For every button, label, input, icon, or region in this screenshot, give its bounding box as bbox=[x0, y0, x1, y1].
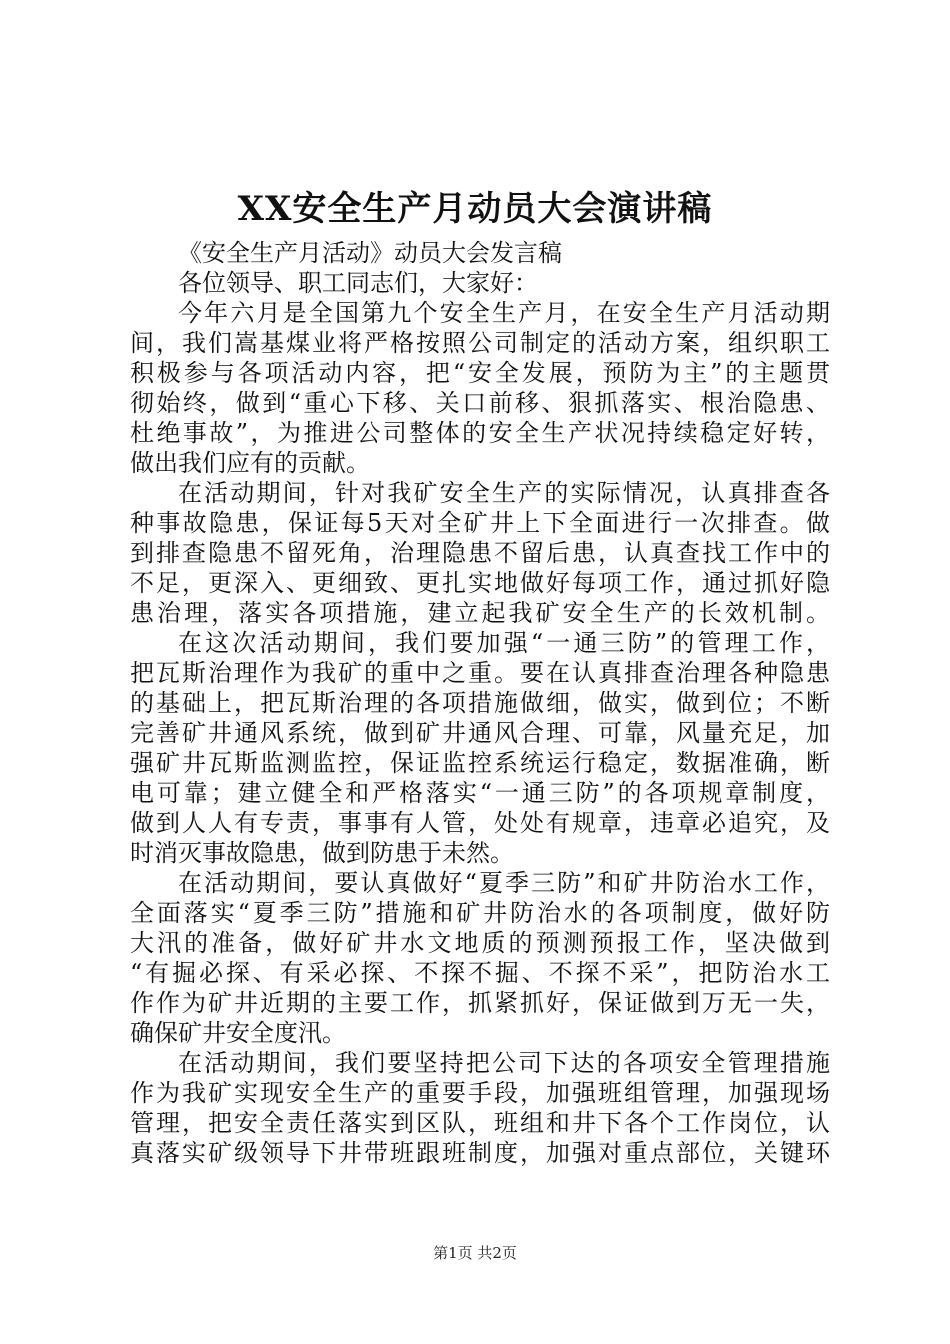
text-line: 到排查隐患不留死角，治理隐患不留后患，认真查找工作中的 bbox=[130, 539, 830, 567]
text-line: 管理，把安全责任落实到区队，班组和井下各个工作岗位，认 bbox=[130, 1109, 830, 1137]
text-line: 强矿井瓦斯监测监控，保证监控系统运行稳定，数据准确，断 bbox=[130, 749, 830, 777]
text-line: 时消灭事故隐患，做到防患于未然。 bbox=[130, 839, 514, 867]
text-line: 大汛的准备，做好矿井水文地质的预测预报工作，坚决做到 bbox=[130, 929, 830, 957]
text-line: 做出我们应有的贡献。 bbox=[130, 449, 370, 477]
text-line: 今年六月是全国第九个安全生产月，在安全生产月活动期 bbox=[178, 299, 830, 327]
page-footer: 第1页 共2页 bbox=[433, 1244, 517, 1262]
text-line: 把瓦斯治理作为我矿的重中之重。要在认真排查治理各种隐患 bbox=[130, 659, 830, 687]
text-line: 全面落实“夏季三防”措施和矿井防治水的各项制度，做好防 bbox=[130, 899, 830, 927]
text-line: 在活动期间，针对我矿安全生产的实际情况，认真排查各 bbox=[178, 479, 830, 507]
text-line: 不足，更深入、更细致、更扎实地做好每项工作，通过抓好隐 bbox=[130, 569, 830, 597]
text-line: 积极参与各项活动内容，把“安全发展，预防为主”的主题贯 bbox=[130, 359, 830, 387]
document-title: XX安全生产月动员大会演讲稿 bbox=[237, 189, 713, 229]
text-line: 杜绝事故”，为推进公司整体的安全生产状况持续稳定好转， bbox=[130, 419, 830, 447]
text-line: 患治理，落实各项措施，建立起我矿安全生产的长效机制。 bbox=[130, 599, 830, 627]
text-line: 确保矿井安全度汛。 bbox=[130, 1019, 346, 1047]
text-line: 在活动期间，我们要坚持把公司下达的各项安全管理措施 bbox=[178, 1049, 830, 1077]
text-line: “有掘必探、有采必探、不探不掘、不探不采”，把防治水工 bbox=[130, 959, 830, 987]
text-line: 的基础上，把瓦斯治理的各项措施做细，做实，做到位；不断 bbox=[130, 689, 830, 717]
text-line: 电可靠；建立健全和严格落实“一通三防”的各项规章制度， bbox=[130, 779, 830, 807]
text-line: 完善矿井通风系统，做到矿井通风合理、可靠，风量充足，加 bbox=[130, 719, 830, 747]
text-line: 《安全生产月活动》动员大会发言稿 bbox=[178, 239, 562, 267]
text-line: 种事故隐患，保证每5天对全矿井上下全面进行一次排查。做 bbox=[130, 509, 830, 537]
text-line: 在活动期间，要认真做好“夏季三防”和矿井防治水工作， bbox=[178, 869, 830, 897]
text-line: 作作为矿井近期的主要工作，抓紧抓好，保证做到万无一失， bbox=[130, 989, 830, 1017]
text-line: 作为我矿实现安全生产的重要手段，加强班组管理，加强现场 bbox=[130, 1079, 830, 1107]
text-line: 各位领导、职工同志们，大家好： bbox=[178, 269, 538, 297]
text-line: 在这次活动期间，我们要加强“一通三防”的管理工作， bbox=[178, 629, 830, 657]
text-line: 做到人人有专责，事事有人管，处处有规章，违章必追究，及 bbox=[130, 809, 830, 837]
document-body bbox=[130, 238, 830, 1168]
text-line: 间，我们嵩基煤业将严格按照公司制定的活动方案，组织职工 bbox=[130, 329, 830, 357]
text-line: 真落实矿级领导下井带班跟班制度，加强对重点部位，关键环 bbox=[130, 1139, 830, 1167]
text-line: 彻始终，做到“重心下移、关口前移、狠抓落实、根治隐患、 bbox=[130, 389, 830, 417]
